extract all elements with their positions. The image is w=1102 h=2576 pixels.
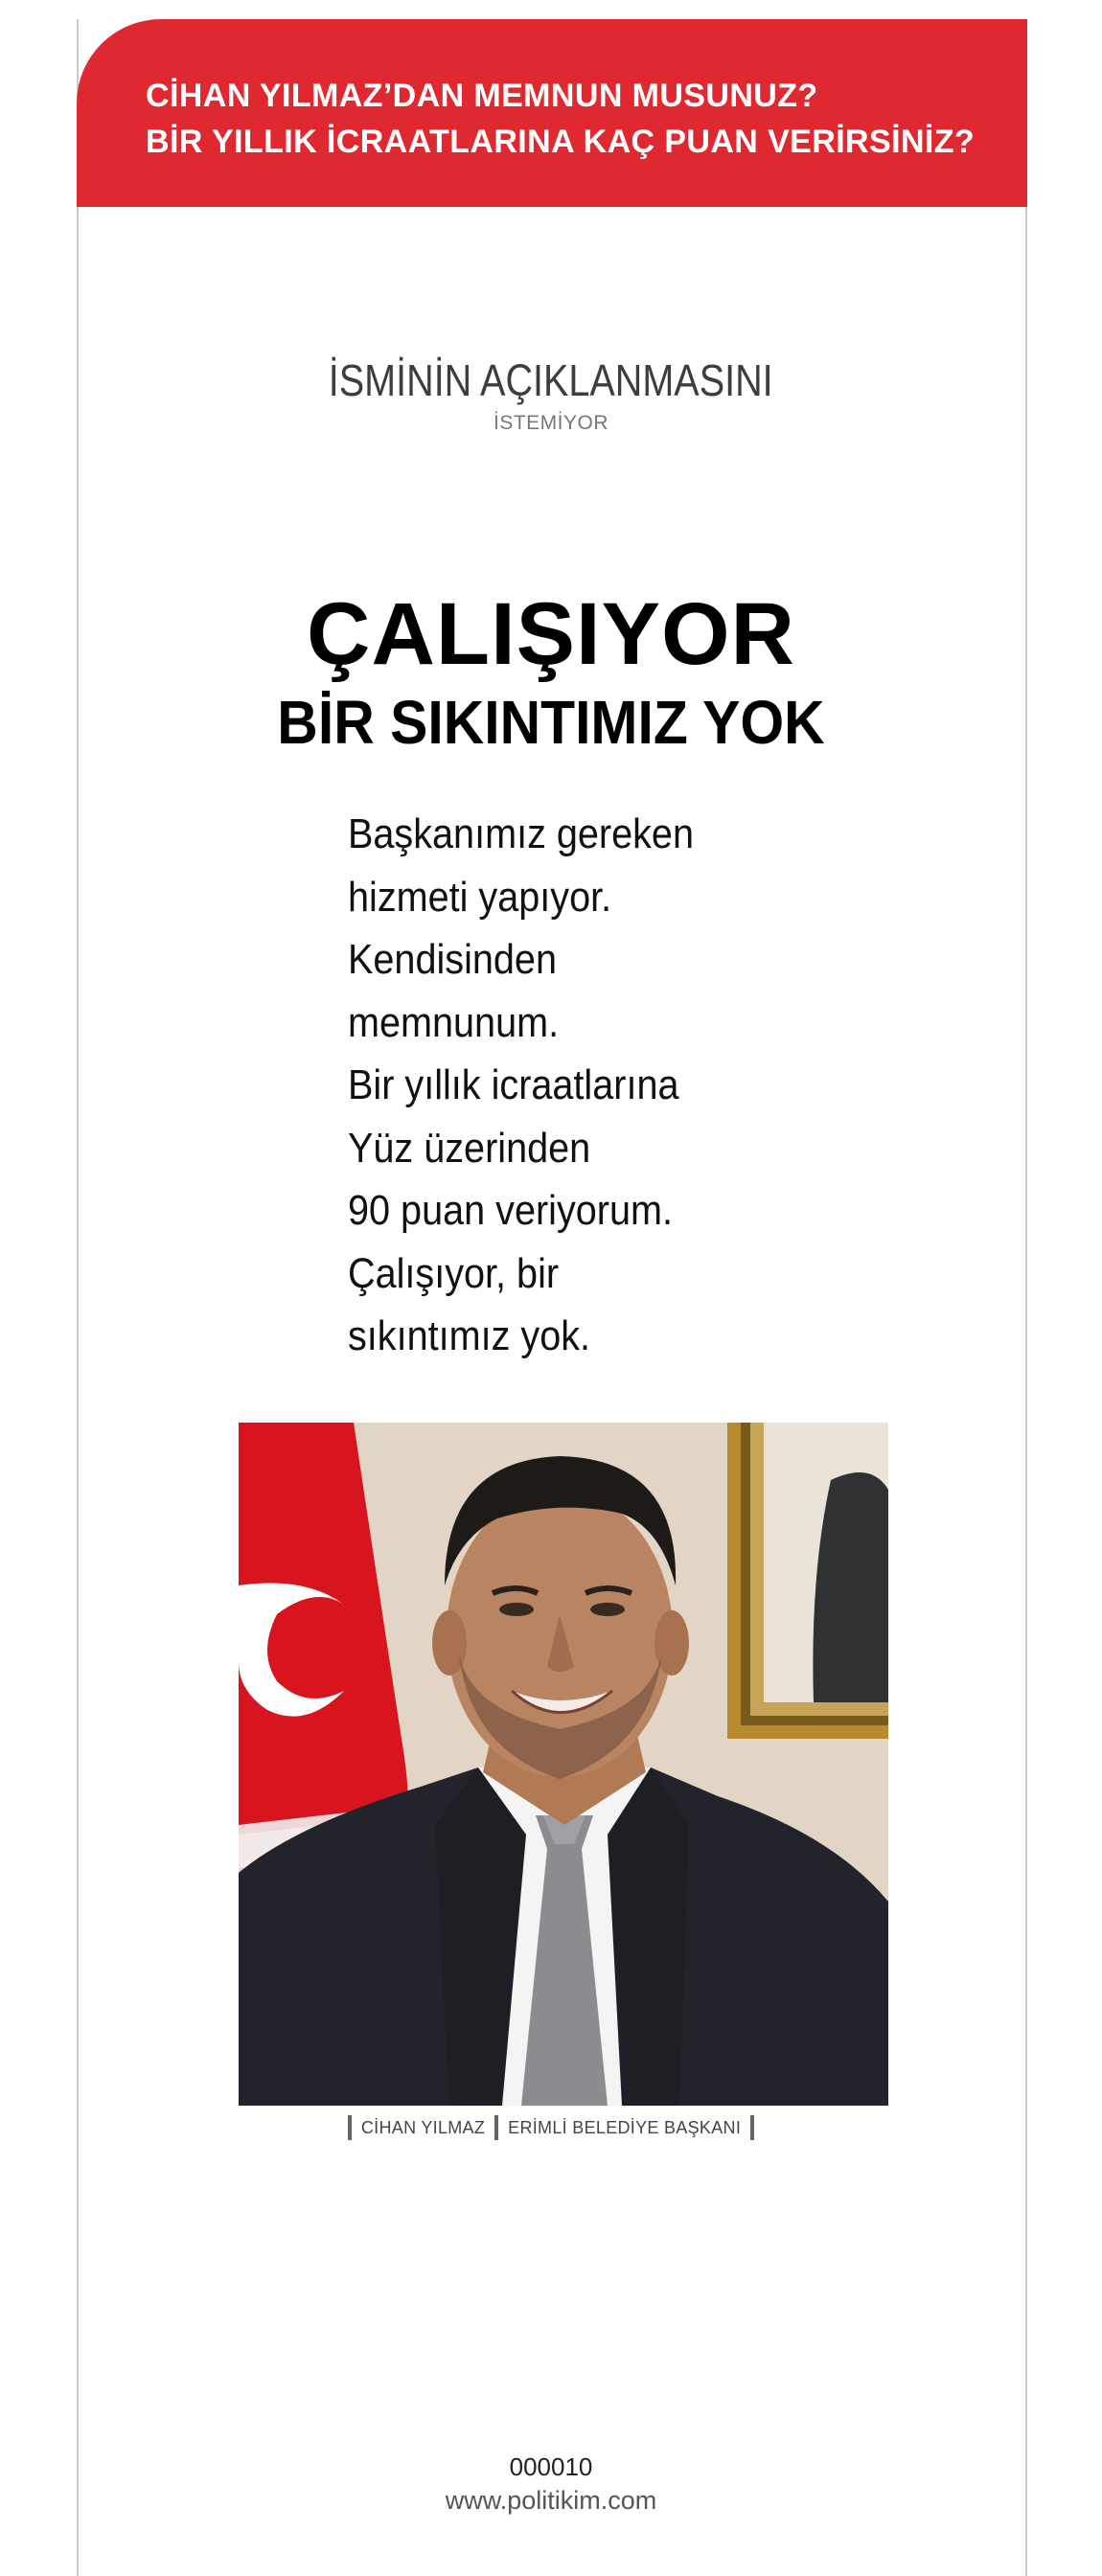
quote-line: Başkanımız gereken bbox=[348, 810, 694, 857]
quote-line: hizmeti yapıyor. bbox=[348, 873, 612, 921]
question-banner bbox=[77, 19, 1027, 207]
headline: ÇALIŞIYOR bbox=[307, 585, 795, 683]
caption-role: ERİMLİ BELEDİYE BAŞKANI bbox=[508, 2118, 742, 2137]
respondent-subtitle: İSTEMİYOR bbox=[493, 412, 608, 434]
respondent-quote bbox=[348, 803, 796, 1368]
website-link[interactable]: www.politikim.com bbox=[445, 2486, 657, 2515]
quote-line: memnunum. bbox=[348, 998, 560, 1046]
caption-divider bbox=[348, 2115, 352, 2140]
mayor-portrait-photo bbox=[239, 1423, 888, 2106]
caption-name: CİHAN YILMAZ bbox=[360, 2118, 486, 2137]
banner-line-1: CİHAN YILMAZ’DAN MEMNUN MUSUNUZ? bbox=[146, 78, 818, 114]
quote-line: Yüz üzerinden bbox=[348, 1124, 591, 1172]
subheadline: BİR SIKINTIMIZ YOK bbox=[277, 688, 825, 757]
quote-line: Bir yıllık icraatlarına bbox=[348, 1061, 679, 1108]
quote-line: Çalışıyor, bir bbox=[348, 1249, 560, 1297]
banner-line-2: BİR YILLIK İCRAATLARINA KAÇ PUAN VERİRSİNİZ? bbox=[146, 124, 976, 160]
respondent-title: İSMİNİN AÇIKLANMASINI bbox=[328, 355, 773, 405]
quote-line: Kendisinden bbox=[348, 936, 557, 983]
caption-divider bbox=[494, 2115, 498, 2140]
photo-caption bbox=[0, 2115, 1102, 2140]
survey-code: 000010 bbox=[509, 2452, 593, 2481]
quote-line: 90 puan veriyorum. bbox=[348, 1187, 673, 1234]
caption-divider bbox=[750, 2115, 754, 2140]
quote-line: sıkıntımız yok. bbox=[348, 1312, 591, 1359]
